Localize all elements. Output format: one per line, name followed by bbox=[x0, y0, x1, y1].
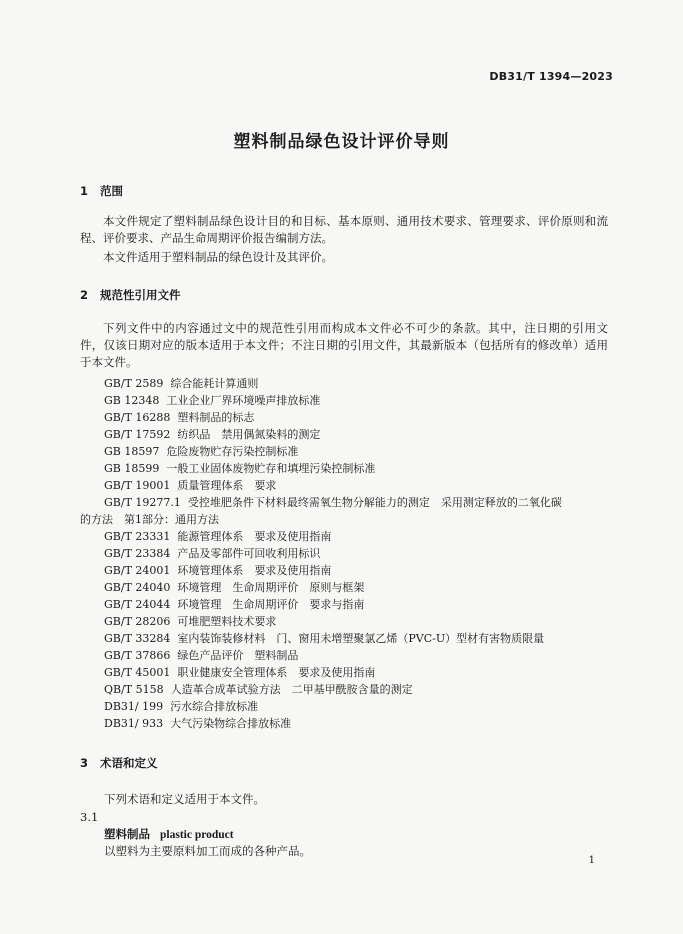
reference-title: 一般工业固体废物贮存和填埋污染控制标准 bbox=[166, 462, 376, 475]
reference-code: GB/T 2589 bbox=[104, 377, 164, 390]
section-number: 1 bbox=[80, 184, 89, 198]
section-number: 2 bbox=[80, 288, 89, 302]
reference-title: 环境管理体系 要求及使用指南 bbox=[177, 564, 332, 577]
reference-item bbox=[104, 681, 413, 697]
reference-item bbox=[104, 562, 331, 578]
reference-title: 环境管理 生命周期评价 原则与框架 bbox=[177, 581, 365, 594]
term-en: plastic product bbox=[160, 829, 234, 841]
reference-item bbox=[104, 698, 258, 714]
reference-item bbox=[104, 443, 298, 459]
reference-continuation: 的方法 第1部分：通用方法 bbox=[80, 513, 219, 526]
reference-title: 工业企业厂界环境噪声排放标准 bbox=[166, 394, 321, 407]
reference-title: 塑料制品的标志 bbox=[177, 411, 255, 424]
reference-title: 综合能耗计算通则 bbox=[170, 377, 259, 390]
reference-item bbox=[104, 392, 320, 408]
term-definition: 以塑料为主要原料加工而成的各种产品。 bbox=[104, 844, 311, 858]
paragraph: 本文件适用于塑料制品的绿色设计及其评价。 bbox=[103, 250, 333, 264]
document-number: DB31/T 1394—2023 bbox=[489, 70, 613, 83]
section-heading bbox=[80, 183, 123, 199]
reference-title: 危险废物贮存污染控制标准 bbox=[166, 445, 299, 458]
reference-title: 环境管理 生命周期评价 要求与指南 bbox=[177, 598, 365, 611]
term-number: 3.1 bbox=[80, 810, 99, 824]
term-heading bbox=[104, 826, 234, 844]
reference-item bbox=[104, 494, 562, 510]
section-heading bbox=[80, 755, 158, 771]
reference-item bbox=[104, 630, 544, 646]
reference-item bbox=[104, 528, 331, 544]
reference-code: GB 12348 bbox=[104, 394, 160, 407]
reference-title: 人造革合成革试验方法 二甲基甲酰胺含量的测定 bbox=[170, 683, 413, 696]
reference-title: 绿色产品评价 塑料制品 bbox=[177, 649, 299, 662]
reference-item bbox=[104, 664, 375, 680]
reference-title: 受控堆肥条件下材料最终需氧生物分解能力的测定 采用测定释放的二氧化碳 bbox=[187, 496, 562, 509]
reference-code: GB/T 28206 bbox=[104, 615, 171, 628]
section-number: 3 bbox=[80, 756, 89, 770]
reference-item bbox=[104, 460, 375, 476]
reference-code: GB 18599 bbox=[104, 462, 160, 475]
reference-title: 职业健康安全管理体系 要求及使用指南 bbox=[177, 666, 376, 679]
reference-code: GB/T 17592 bbox=[104, 428, 171, 441]
section-heading bbox=[80, 287, 181, 303]
reference-item bbox=[104, 596, 364, 612]
reference-code: GB/T 23331 bbox=[104, 530, 171, 543]
reference-item bbox=[104, 715, 291, 731]
reference-code: GB/T 33284 bbox=[104, 632, 171, 645]
reference-code: GB/T 37866 bbox=[104, 649, 171, 662]
section-title: 规范性引用文件 bbox=[100, 288, 181, 302]
reference-code: DB31/ 933 bbox=[104, 717, 164, 730]
reference-title: 纺织品 禁用偶氮染料的测定 bbox=[177, 428, 321, 441]
section-title: 术语和定义 bbox=[100, 756, 158, 770]
reference-code: GB/T 24040 bbox=[104, 581, 171, 594]
paragraph: 本文件规定了塑料制品绿色设计目的和目标、基本原则、通用技术要求、管理要求、评价原则和流程、评价要求、产品生命周期评价报告编制方法。 bbox=[80, 214, 608, 245]
reference-item bbox=[104, 477, 276, 493]
reference-title: 能源管理体系 要求及使用指南 bbox=[177, 530, 332, 543]
reference-title: 产品及零部件可回收利用标识 bbox=[177, 547, 321, 560]
reference-code: QB/T 5158 bbox=[104, 683, 164, 696]
paragraph: 下列术语和定义适用于本文件。 bbox=[104, 792, 265, 806]
reference-title: 大气污染物综合排放标准 bbox=[170, 717, 292, 730]
reference-code: DB31/ 199 bbox=[104, 700, 164, 713]
reference-code: GB/T 24001 bbox=[104, 564, 171, 577]
reference-code: GB/T 45001 bbox=[104, 666, 171, 679]
reference-item bbox=[104, 579, 364, 595]
reference-title: 室内装饰装修材料 门、窗用未增塑聚氯乙烯（PVC-U）型材有害物质限量 bbox=[177, 632, 545, 645]
reference-item bbox=[104, 375, 258, 391]
reference-title: 污水综合排放标准 bbox=[170, 700, 259, 713]
reference-item bbox=[104, 409, 254, 425]
reference-item bbox=[104, 545, 320, 561]
reference-code: GB/T 24044 bbox=[104, 598, 171, 611]
reference-item bbox=[104, 647, 298, 663]
reference-code: GB/T 16288 bbox=[104, 411, 171, 424]
reference-title: 质量管理体系 要求 bbox=[177, 479, 277, 492]
page-number: 1 bbox=[588, 855, 595, 866]
reference-code: GB/T 19001 bbox=[104, 479, 171, 492]
reference-code: GB/T 23384 bbox=[104, 547, 171, 560]
reference-item bbox=[104, 426, 320, 442]
reference-title: 可堆肥塑料技术要求 bbox=[177, 615, 277, 628]
reference-code: GB 18597 bbox=[104, 445, 160, 458]
reference-code: GB/T 19277.1 bbox=[104, 496, 181, 509]
term-zh: 塑料制品 bbox=[104, 827, 150, 841]
document-title: 塑料制品绿色设计评价导则 bbox=[233, 132, 450, 152]
reference-item bbox=[104, 613, 276, 629]
section-title: 范围 bbox=[100, 184, 123, 198]
paragraph: 下列文件中的内容通过文中的规范性引用而构成本文件必不可少的条款。其中，注日期的引用文件，仅该日期对应的版本适用于本文件；不注日期的引用文件，其最新版本（包括所有的修改单）适用于本文件。 bbox=[80, 321, 608, 369]
